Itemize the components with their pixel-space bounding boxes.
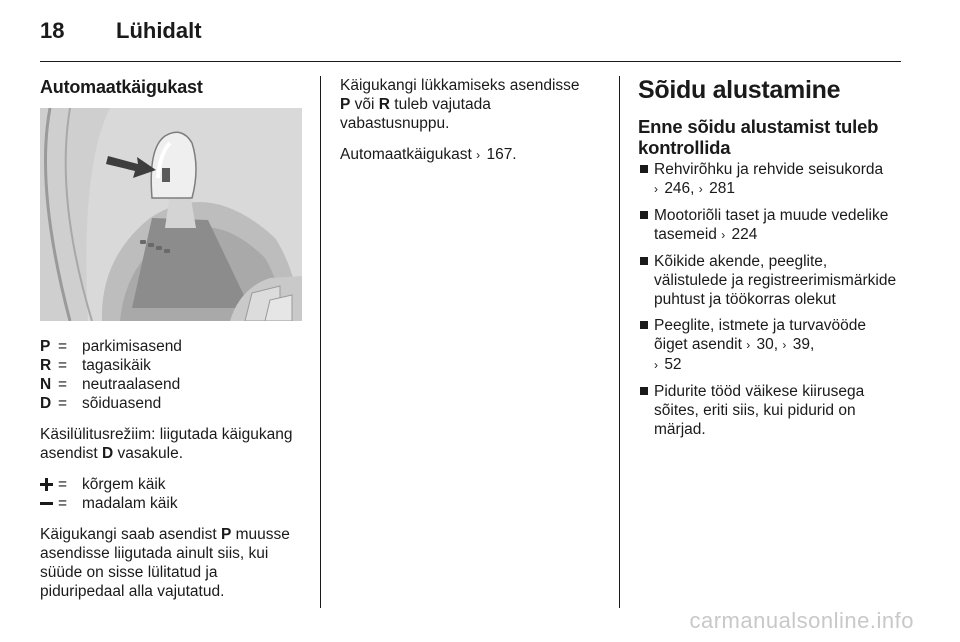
plus-icon xyxy=(40,475,58,494)
list-item: Rehvirõhku ja rehvide seisukorda › 246, › 281 xyxy=(638,160,900,199)
minus-icon xyxy=(40,494,58,513)
cross-reference[interactable]: Automaatkäigukast › 167. xyxy=(340,146,517,163)
column-3 xyxy=(638,76,900,446)
header-rule xyxy=(40,61,901,62)
column-2 xyxy=(340,76,602,177)
release-button-paragraph: Käigukangi lükkamiseks asendisse P või R tuleb vajutada vabastusnuppu. xyxy=(340,77,580,132)
reference-arrow-icon: › xyxy=(654,358,658,372)
legend-row-p: P = parkimisasend xyxy=(40,338,182,355)
reference-arrow-icon: › xyxy=(721,228,726,242)
bullet-square-icon xyxy=(640,387,648,395)
reference-arrow-icon: › xyxy=(698,182,703,196)
bullet-square-icon xyxy=(640,257,648,265)
reference-arrow-icon: › xyxy=(654,182,658,196)
watermark: carmanualsonline.info xyxy=(689,608,914,633)
legend-row-minus: = madalam käik xyxy=(40,494,302,513)
bullet-square-icon xyxy=(640,165,648,173)
manual-mode-paragraph: Käsilülitusrežiim: liigutada käigukang asendist D vasakule. xyxy=(40,426,293,462)
section-title-automatic-transmission: Automaatkäigukast xyxy=(40,77,203,97)
column-divider-2 xyxy=(619,76,620,608)
bullet-square-icon xyxy=(640,321,648,329)
gear-legend xyxy=(40,337,302,413)
legend-row-d: D = sõiduasend xyxy=(40,395,162,412)
checklist-heading: Enne sõidu alustamist tuleb kontrollida xyxy=(638,116,879,158)
list-item: Kõikide akende, peeglite, välistulede ja registreerimismärkide puhtust ja töökorras olekut xyxy=(638,252,900,309)
legend-row-r: R = tagasikäik xyxy=(40,357,151,374)
column-divider-1 xyxy=(320,76,321,608)
reference-arrow-icon: › xyxy=(746,338,751,352)
reference-arrow-icon: › xyxy=(782,338,787,352)
page-header xyxy=(40,18,202,58)
chapter-title: Lühidalt xyxy=(116,18,202,43)
legend-row-plus: = kõrgem käik xyxy=(40,475,302,494)
shift-lock-paragraph: Käigukangi saab asendist P muusse asendisse liigutada ainult siis, kui süüde on sisse lülitatud ja piduripedaal alla vajutatud. xyxy=(40,526,290,600)
list-item: Mootoriõli taset ja muude vedelike tasemeid › 224 xyxy=(638,206,900,245)
legend-row-n: N = neutraalasend xyxy=(40,376,181,393)
list-item: Pidurite tööd väikese kiirusega sõites, eriti siis, kui pidurid on märjad. xyxy=(638,382,900,439)
shift-legend xyxy=(40,475,302,513)
list-item: Peeglite, istmete ja turvavööde õiget asendit › 30, › 39, › 52 xyxy=(638,316,900,375)
reference-arrow-icon: › xyxy=(476,148,481,162)
page-number: 18 xyxy=(40,18,65,43)
bullet-square-icon xyxy=(640,211,648,219)
checklist xyxy=(638,160,900,439)
section-title-starting-off: Sõidu alustamine xyxy=(638,76,841,104)
gear-selector-illustration xyxy=(40,108,302,321)
column-1 xyxy=(40,76,302,613)
